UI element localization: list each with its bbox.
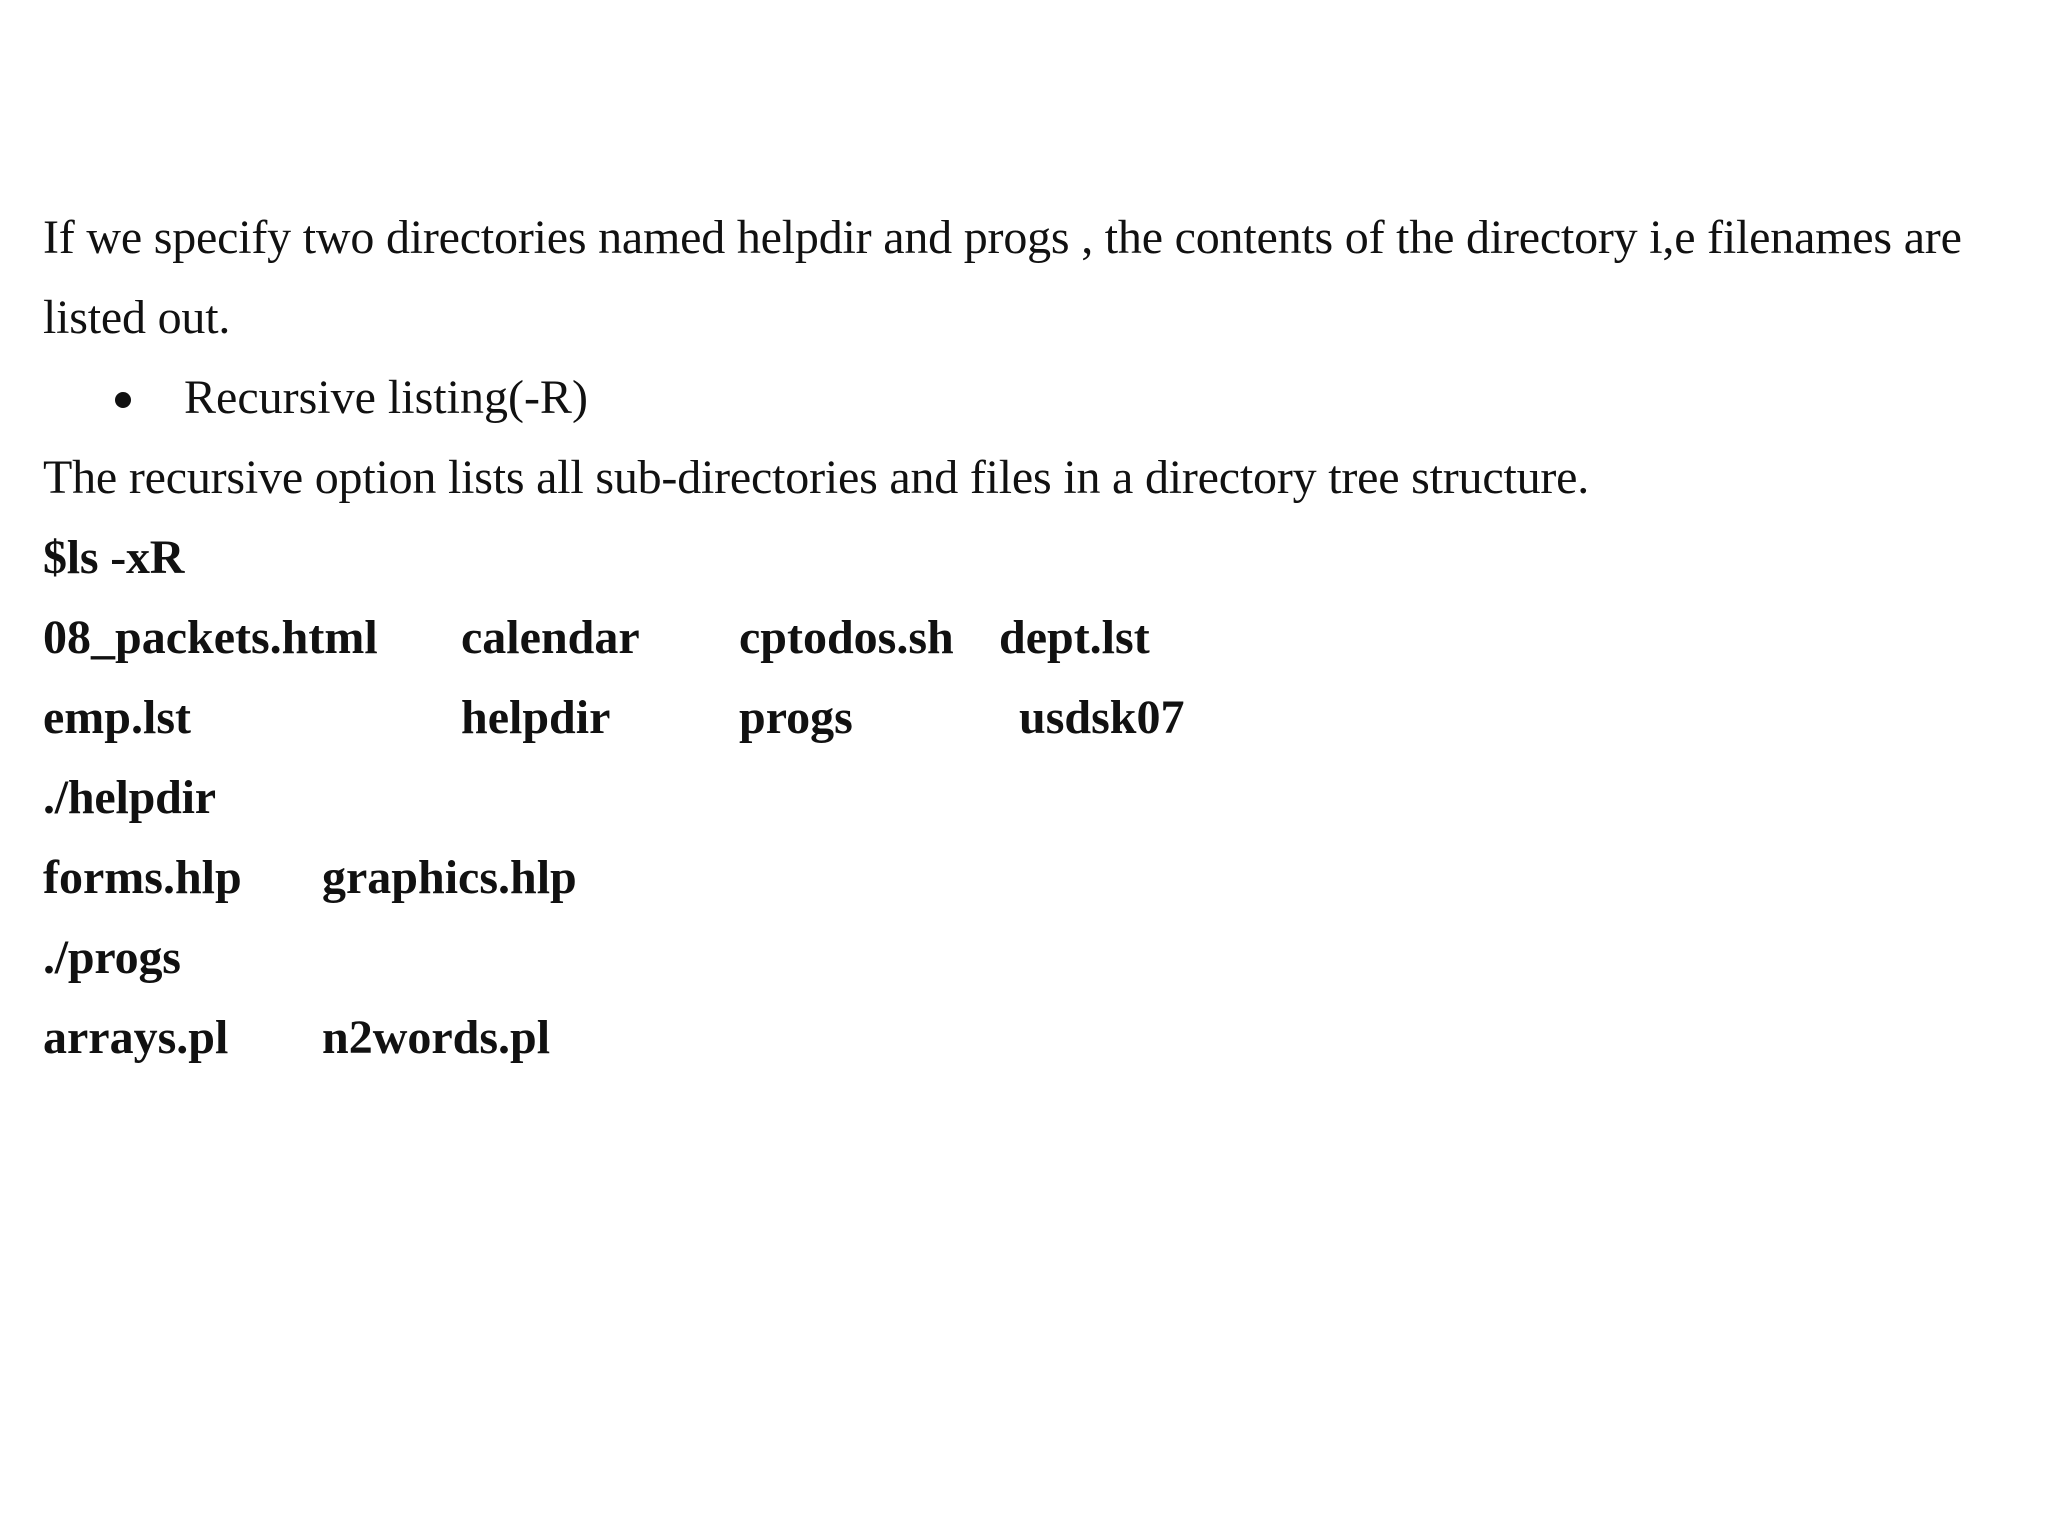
file-name: n2words.pl: [322, 1011, 551, 1064]
file-name: graphics.hlp: [322, 851, 577, 904]
listing-helpdir-files: [43, 838, 2003, 918]
paragraph-line-2: listed out.: [43, 291, 231, 344]
listing-row-2: [43, 678, 2003, 758]
bullet-text: Recursive listing(-R): [184, 371, 588, 424]
file-name: arrays.pl: [43, 1011, 229, 1064]
command-line: $ls -xR: [43, 531, 185, 584]
file-name: progs: [739, 691, 853, 744]
bullet-item: [43, 358, 2003, 438]
file-name: dept.lst: [999, 611, 1150, 664]
listing-row-1: [43, 598, 2003, 678]
file-name: forms.hlp: [43, 851, 242, 904]
file-name: usdsk07: [1019, 691, 1185, 744]
file-name: cptodos.sh: [739, 611, 954, 664]
directory-heading-progs: ./progs: [43, 931, 181, 984]
paragraph-recursive-description: The recursive option lists all sub-directories and files in a directory tree structure.: [43, 451, 1590, 504]
bullet-dot-icon: [115, 392, 131, 408]
file-name: calendar: [461, 611, 640, 664]
directory-heading-helpdir: ./helpdir: [43, 771, 216, 824]
file-name: 08_packets.html: [43, 611, 378, 664]
listing-progs-files: [43, 998, 2003, 1078]
file-name: helpdir: [461, 691, 611, 744]
file-name: emp.lst: [43, 691, 191, 744]
paragraph-line-1: If we specify two directories named helpdir and progs , the contents of the directory i,e filenames are: [43, 211, 1962, 264]
document-page: [43, 198, 2003, 1078]
